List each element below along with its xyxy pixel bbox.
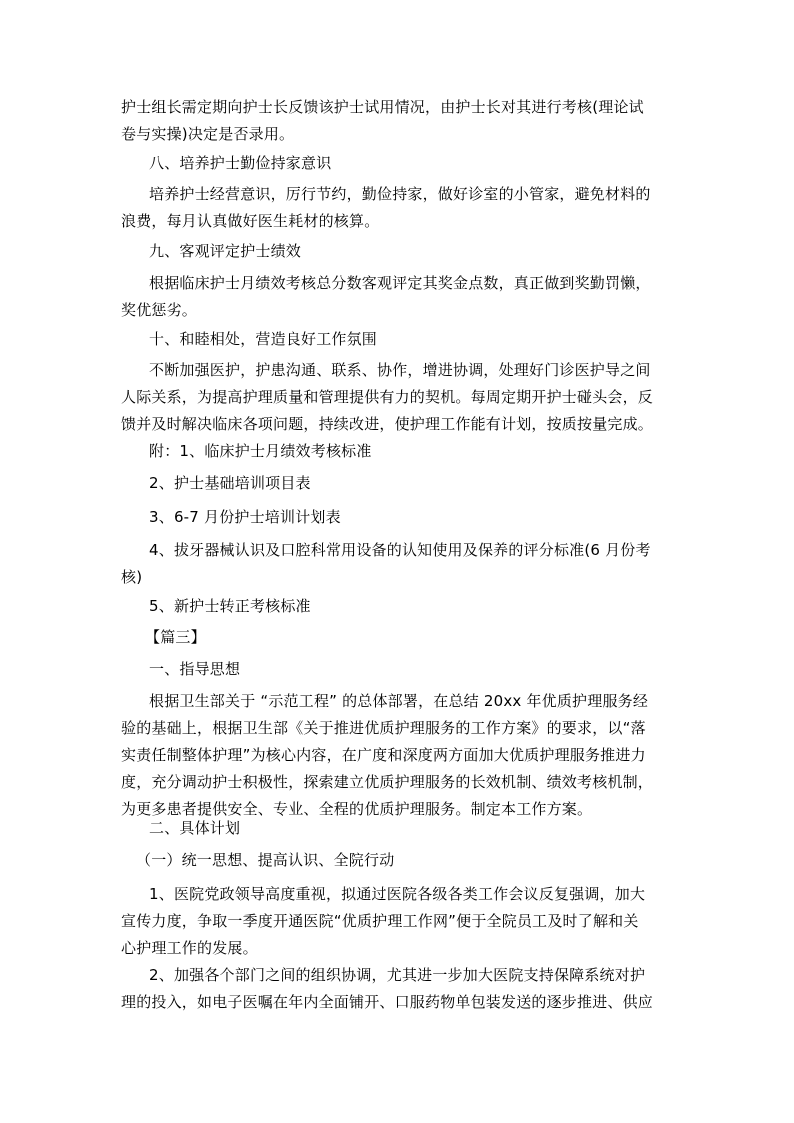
text-line: 根据卫生部关于 “示范工程” 的总体部署，在总结 20xx 年优质护理服务经 [149, 692, 649, 710]
attachment-item: 4、拔牙器械认识及口腔科常用设备的认知使用及保养的评分标准(6 月份考 [149, 541, 651, 559]
text-line: 不断加强医护，护患沟通、联系、协作，增进协调，处理好门诊医护导之间 [149, 361, 651, 379]
section-heading: 二、具体计划 [149, 819, 241, 837]
attachment-item: 3、6-7 月份护士培训计划表 [149, 508, 341, 526]
attachment-4 [121, 537, 681, 591]
text-line: 人际关系，为提高护理质量和管理提供有力的契机。每周定期开护士碰头会，反 [121, 388, 654, 406]
subheading-unify [121, 847, 681, 874]
attachment-3 [121, 504, 681, 531]
text-line: 根据临床护士月绩效考核总分数客观评定其奖金点数，真正做到奖勤罚懒， [149, 274, 651, 292]
paragraph-thrift [121, 181, 681, 235]
text-line: 1、医院党政领导高度重视，拟通过医院各级各类工作会议反复强调，加大 [149, 885, 646, 903]
subsection-heading: （一）统一思想、提高认识、全院行动 [136, 851, 395, 869]
text-line: 度，充分调动护士积极性，探索建立优质护理服务的长效机制、绩效考核机制， [121, 773, 654, 791]
attachment-item: 2、护士基础培训项目表 [149, 474, 311, 492]
text-line: 心护理工作的发展。 [121, 939, 258, 957]
section-heading: 八、培养护士勤俭持家意识 [149, 154, 332, 172]
text-line: 验的基础上，根据卫生部《关于推进优质护理服务的工作方案》的要求，以“落 [121, 719, 646, 737]
section-heading: 一、指导思想 [149, 660, 241, 678]
paragraph-harmony [121, 357, 681, 438]
text-line: 护士组长需定期向护士长反馈该护士试用情况，由护士长对其进行考核(理论试 [121, 98, 644, 116]
attachment-5 [121, 593, 681, 620]
text-line: 奖优惩劣。 [121, 301, 198, 319]
text-line: 2、加强各个部门之间的组织协调，尤其进一步加大医院支持保障系统对护 [149, 966, 646, 984]
paragraph-coordination [121, 962, 681, 1016]
heading-guiding-thought [121, 656, 681, 683]
heading-specific-plan [121, 815, 681, 842]
section-heading: 九、客观评定护士绩效 [149, 242, 302, 260]
attachment-2 [121, 470, 681, 497]
text-line: 实责任制整体护理”为核心内容，在广度和深度两方面加大优质护理服务推进力 [121, 746, 646, 764]
text-line: 核) [121, 568, 143, 586]
section-heading: 十、和睦相处，营造良好工作氛围 [149, 330, 378, 348]
paragraph-performance [121, 270, 681, 324]
text-line: 浪费，每月认真做好医生耗材的核算。 [121, 212, 380, 230]
heading-section-10 [121, 326, 681, 353]
paragraph-probation-review [121, 94, 681, 148]
chapter-title: 【篇三】 [145, 628, 206, 646]
text-line: 为更多患者提供安全、专业、全程的优质护理服务。制定本工作方案。 [121, 800, 593, 818]
attachment-item: 5、新护士转正考核标准 [149, 597, 311, 615]
attachment-item: 附：1、临床护士月绩效考核标准 [149, 442, 372, 460]
section-marker [121, 624, 681, 651]
heading-section-9 [121, 238, 681, 265]
paragraph-guiding-thought [121, 688, 681, 823]
paragraph-leadership [121, 881, 681, 962]
attachment-1 [121, 438, 681, 465]
text-line: 理的投入，如电子医嘱在年内全面铺开、口服药物单包装发送的逐步推进、供应 [121, 993, 654, 1011]
text-line: 宣传力度，争取一季度开通医院“优质护理工作网”便于全院员工及时了解和关 [121, 912, 639, 930]
heading-section-8 [121, 150, 681, 177]
text-line: 卷与实操)决定是否录用。 [121, 125, 295, 143]
text-line: 馈并及时解决临床各项问题，持续改进，使护理工作能有计划，按质按量完成。 [121, 415, 654, 433]
text-line: 培养护士经营意识，厉行节约，勤俭持家，做好诊室的小管家，避免材料的 [149, 185, 651, 203]
